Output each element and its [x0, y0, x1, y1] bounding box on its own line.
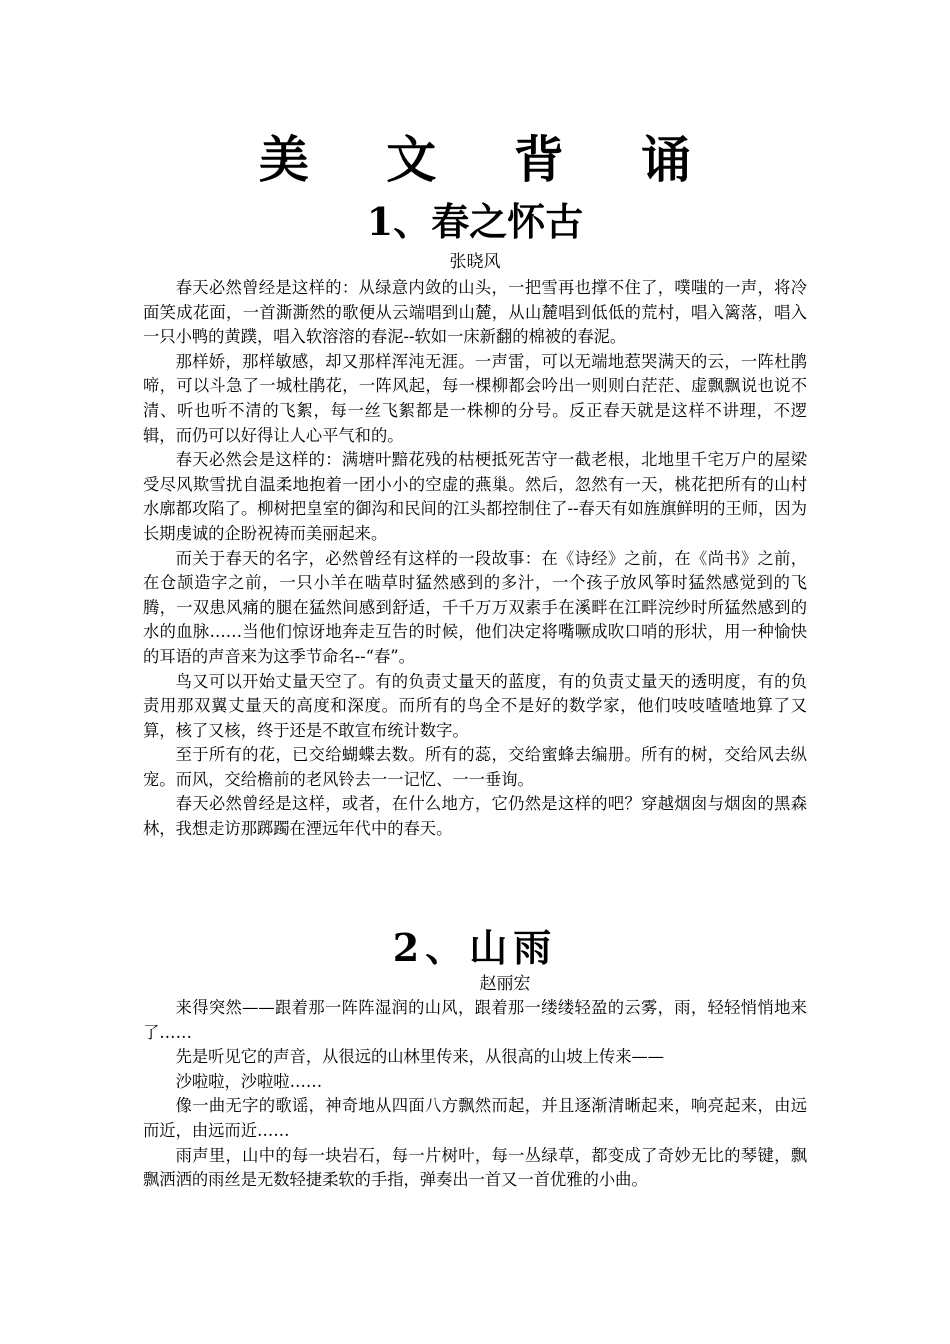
essay-1-paragraph: 春天必然会是这样的：满塘叶黯花残的枯梗抵死苦守一截老根，北地里千宅万户的屋梁受尽风欺雪扰自温柔地抱着一团小小的空虚的燕巢。然后，忽然有一天，桃花把所有的山村水廓都攻陷了。柳树把皇室的御沟和民间的江头都控制住了--春天有如旌旗鲜明的王师，因为长期虔诚的企盼祝祷而美丽起来。	[143, 450, 807, 543]
essay-2-paragraph: 来得突然——跟着那一阵阵湿润的山风，跟着那一缕缕轻盈的云雾，雨，轻轻悄悄地来了……	[143, 998, 807, 1042]
essay-1-paragraph: 春天必然曾经是这样，或者，在什么地方，它仍然是这样的吧？穿越烟囱与烟囱的黑森林，我想走访那踯躅在湮远年代中的春天。	[143, 794, 807, 839]
essay-1-paragraph: 鸟又可以开始丈量天空了。有的负责丈量天的蓝度，有的负责丈量天的透明度，有的负责用那双翼丈量天的高度和深度。而所有的鸟全不是好的数学家，他们吱吱喳喳地算了又算，核了又核，终于还是不敢宣布统计数字。	[143, 671, 807, 740]
essay-2-paragraph: 沙啦啦，沙啦啦……	[175, 1071, 323, 1091]
essay-1-title: 1、春之怀古	[366, 199, 584, 244]
essay-1-paragraph: 那样娇，那样敏感，却又那样浑沌无涯。一声雷，可以无端地惹哭满天的云，一阵杜鹃啼，可以斗急了一城杜鹃花，一阵风起，每一棵柳都会吟出一则则白茫茫、虚飘飘说也说不清、听也听不清的飞絮，每一丝飞絮都是一株柳的分号。反正春天就是这样不讲理，不逻辑，而仍可以好得让人心平气和的。	[143, 351, 807, 445]
essay-1-paragraph: 春天必然曾经是这样的：从绿意内敛的山头，一把雪再也撑不住了，噗嗤的一声，将冷面笑成花面，一首澌澌然的歌便从云端唱到山麓，从山麓唱到低低的荒村，唱入篱落，唱入一只小鸭的黄蹼，唱入软溶溶的春泥--软如一床新翻的棉被的春泥。	[143, 278, 807, 347]
essay-2-paragraph: 雨声里，山中的每一块岩石，每一片树叶，每一丛绿草，都变成了奇妙无比的琴键，飘飘洒洒的雨丝是无数轻捷柔软的手指，弹奏出一首又一首优雅的小曲。	[143, 1145, 807, 1190]
essay-2-body	[143, 996, 807, 1193]
essay-1-paragraph: 至于所有的花，已交给蝴蝶去数。所有的蕊，交给蜜蜂去编册。所有的树，交给风去纵宠。而风，交给檐前的老风铃去一一记忆、一一垂询。	[143, 745, 807, 789]
essay-2-author: 赵丽宏	[479, 974, 531, 994]
essay-2-title: 2、山雨	[392, 925, 558, 970]
essay-1-paragraph: 而关于春天的名字，必然曾经有这样的一段故事：在《诗经》之前，在《尚书》之前，在仓颉造字之前，一只小羊在啮草时猛然感到的多汁，一个孩子放风筝时猛然感觉到的飞腾，一双患风痛的腿在猛然间感到舒适，千千万万双素手在溪畔在江畔浣纱时所猛然感到的水的血脉……当他们惊讶地奔走互告的时候，他们决定将嘴噘成吹口哨的形状，用一种愉快的耳语的声音来为这季节命名--“春”。	[143, 548, 807, 666]
page-title: 美 文 背 诵	[258, 130, 722, 189]
essay-1-body	[143, 276, 807, 842]
essay-1-author: 张晓风	[449, 252, 501, 272]
essay-2-paragraph: 先是听见它的声音，从很远的山林里传来，从很高的山坡上传来——	[175, 1047, 665, 1067]
essay-2-paragraph: 像一曲无字的歌谣，神奇地从四面八方飘然而起，并且逐渐清晰起来，响亮起来，由远而近，由远而近……	[143, 1096, 807, 1140]
